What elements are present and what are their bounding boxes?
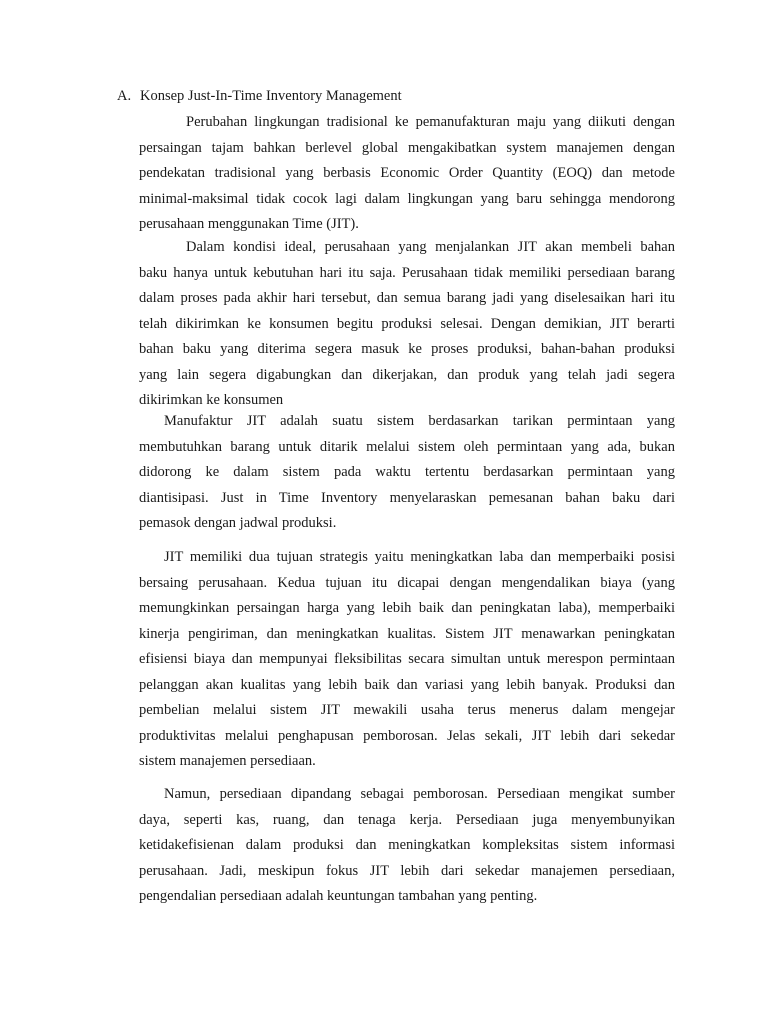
paragraph-line: pelanggan akan kualitas yang lebih baik dan variasi yang lebih banyak. Produksi dan <box>139 676 675 693</box>
paragraph-line: produktivitas melalui penghapusan pemborosan. Jelas sekali, JIT lebih dari sekedar <box>139 727 675 744</box>
paragraph-line: yang lain segera digabungkan dan dikerjakan, dan produk yang telah jadi segera <box>139 366 675 383</box>
paragraph-line: pemasok dengan jadwal produksi. <box>139 515 337 531</box>
section-heading <box>117 86 402 106</box>
paragraph-line: ketidakefisienan dalam produksi dan meningkatkan kompleksitas sistem informasi <box>139 837 675 853</box>
paragraph-line: minimal-maksimal tidak cocok lagi dalam lingkungan yang baru sehingga mendorong <box>139 190 675 207</box>
paragraph-line: diantisipasi. Just in Time Inventory menyelaraskan pemesanan bahan baku dari <box>139 489 675 506</box>
paragraph-line: Namun, persediaan dipandang sebagai pemborosan. Persediaan mengikat sumber <box>164 786 675 802</box>
section-title: Konsep Just-In-Time Inventory Management <box>140 88 402 104</box>
paragraph-line: baku hanya untuk kebutuhan hari itu saja. Perusahaan tidak memiliki persediaan barang <box>139 264 675 281</box>
paragraph-line: JIT memiliki dua tujuan strategis yaitu meningkatkan laba dan memperbaiki posisi <box>164 549 675 565</box>
paragraph-line: pembelian melalui sistem JIT mewakili usaha terus menerus dalam mengejar <box>139 702 675 718</box>
paragraph-line: pendekatan tradisional yang berbasis Economic Order Quantity (EOQ) dan metode <box>139 165 675 181</box>
paragraph-line: efisiensi biaya dan mempunyai fleksibilitas secara simultan untuk merespon permintaan <box>139 651 675 667</box>
paragraph-line: membutuhkan barang untuk ditarik melalui sistem oleh permintaan yang ada, bukan <box>139 438 675 455</box>
paragraph-line: bahan baku yang diterima segera masuk ke proses produksi, bahan-bahan produksi <box>139 341 675 357</box>
paragraph-line: telah dikirimkan ke konsumen begitu produksi selesai. Dengan demikian, JIT berarti <box>139 315 675 332</box>
paragraph-line: Manufaktur JIT adalah suatu sistem berdasarkan tarikan permintaan yang <box>164 413 675 429</box>
paragraph-line: memungkinkan persaingan harga yang lebih baik dan peningkatan laba), memperbaiki <box>139 600 675 616</box>
paragraph-line: Dalam kondisi ideal, perusahaan yang menjalankan JIT akan membeli bahan <box>186 239 675 255</box>
paragraph-line: pengendalian persediaan adalah keuntungan tambahan yang penting. <box>139 888 538 904</box>
paragraph-line: dikirimkan ke konsumen <box>139 392 284 408</box>
paragraph-line: daya, seperti kas, ruang, dan tenaga kerja. Persediaan juga menyembunyikan <box>139 811 675 828</box>
paragraph-line: dalam proses pada akhir hari tersebut, dan semua barang jadi yang diselesaikan hari itu <box>139 290 675 306</box>
paragraph-2 <box>139 235 675 414</box>
paragraph-5 <box>139 782 675 910</box>
paragraph-line: bersaing perusahaan. Kedua tujuan itu dicapai dengan mengendalikan biaya (yang <box>139 574 675 591</box>
paragraph-line: didorong ke dalam sistem pada waktu tertentu berdasarkan permintaan yang <box>139 464 675 480</box>
section-marker: A. <box>117 88 132 104</box>
paragraph-line: perusahaan. Jadi, meskipun fokus JIT lebih dari sekedar manajemen persediaan, <box>139 862 675 879</box>
paragraph-line: sistem manajemen persediaan. <box>139 753 316 769</box>
paragraph-3 <box>139 409 675 537</box>
paragraph-line: persaingan tajam bahkan berlevel global mengakibatkan system manajemen dengan <box>139 139 675 156</box>
paragraph-line: kinerja pengiriman, dan meningkatkan kualitas. Sistem JIT menawarkan peningkatan <box>139 625 675 642</box>
paragraph-line: Perubahan lingkungan tradisional ke pemanufakturan maju yang diikuti dengan <box>186 114 675 130</box>
paragraph-4 <box>139 545 675 775</box>
paragraph-line: perusahaan menggunakan Time (JIT). <box>139 216 359 232</box>
paragraph-1 <box>139 110 675 238</box>
